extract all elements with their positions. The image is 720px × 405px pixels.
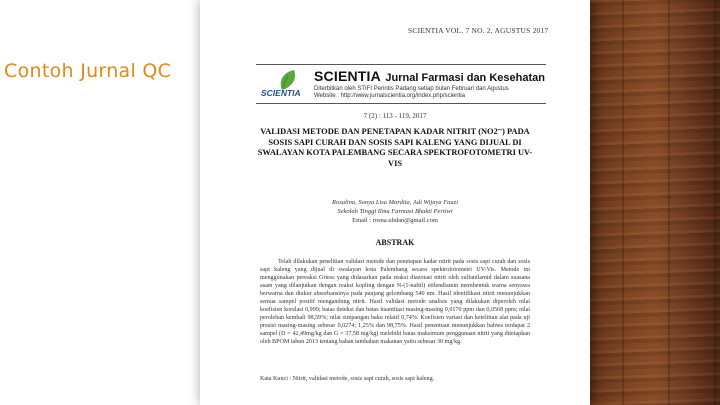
- abstract-body: Telah dilakukan penelitian validasi metode dan penetapan kadar nitrit pada sosis sapi curah dan sosis sapi kaleng yang dijual di swalayan kota Palembang secara spektrofotometri UV-Vis. Metode ini menggunakan pereaksi Griess yang didasarkan pada reaksi diazotasi nitrit oleh sulfanilamid dalam suasana asam yang dilanjutkan dengan reaksi kopling dengan N-(1-naftil) etilendiamin membentuk warna senyawa berwarna dan diukur absorbansinya pada panjang gelombang 540 nm. Hasil identifikasi nitrit menunjukkan semua sampel positif mengandung nitrit. Hasil validasi metode analisis yang dilakukan diperoleh nilai koefisien korelasi 0,999; batas deteksi dan batas kuantitasi masing-masing 0,0170 ppm dan 0,0568 ppm; nilai perolehan kembali 98,59%; nilai simpangan baku relatif 0,74%. Koefisien variasi dan ketelitian alat pada uji presisi masing-masing sebesar 0,0274; 1,25% dan 98,75%. Hasil penentuan menunjukkan bahwa terdapat 2 sampel (D = 42,49mg/kg dan G = 37,58 mg/kg) melebihi batas maksimum penggunaan nitrit yang ditetapkan oleh BPOM tahun 2013 tentang bahan tambahan makanan yaitu sebesar 30 mg/kg.: [260, 259, 530, 346]
- publisher-line: Diterbitkan oleh STIFI Perintis Padang setiap bulan Februari dan Agustus: [314, 86, 509, 92]
- article-email[interactable]: Email : rosna.ubdan@gmail.com: [352, 217, 438, 224]
- journal-logo-text: SCIENTIA: [261, 88, 301, 98]
- running-head: SCIENTIA VOL. 7 NO. 2, AGUSTUS 2017: [408, 26, 549, 35]
- journal-name-main: SCIENTIA: [314, 68, 381, 84]
- slide-title: Contoh Jurnal QC: [4, 60, 172, 82]
- volume-pages: 7 (2) : 113 - 119, 2017: [363, 112, 427, 120]
- journal-name: [314, 68, 545, 86]
- wood-background: [576, 0, 720, 405]
- article-authors: Rosalina, Sonya Lisa Mardita, Adi Wijaya Fauzi: [331, 199, 459, 206]
- journal-page: [200, 0, 590, 405]
- abstract-heading: ABSTRAK: [375, 238, 415, 247]
- article-title: VALIDASI METODE DAN PENETAPAN KADAR NITRIT (NO2⁻) PADA SOSIS SAPI CURAH DAN SOSIS SAPI KALENG YANG DIJUAL DI SWALAYAN KOTA PALEMBANG SECARA SPEKTROFOTOMETRI UV-VIS: [257, 127, 533, 168]
- keywords: Kata Kunci : Nitrit, validasi metode, sosis sapi curah, sosis sapi kaleng.: [260, 376, 435, 382]
- website-line[interactable]: Website : http://www.jurnalscientia.org/index.php/scientia: [314, 93, 465, 99]
- article-affiliation: Sekolah Tinggi Ilmu Farmasi Bhakti Pertiwi: [337, 208, 453, 215]
- masthead-divider-bottom: [256, 103, 546, 104]
- masthead-divider-top: [256, 64, 546, 65]
- journal-logo-icon: [260, 68, 310, 104]
- journal-subtitle: Jurnal Farmasi dan Kesehatan: [385, 72, 545, 84]
